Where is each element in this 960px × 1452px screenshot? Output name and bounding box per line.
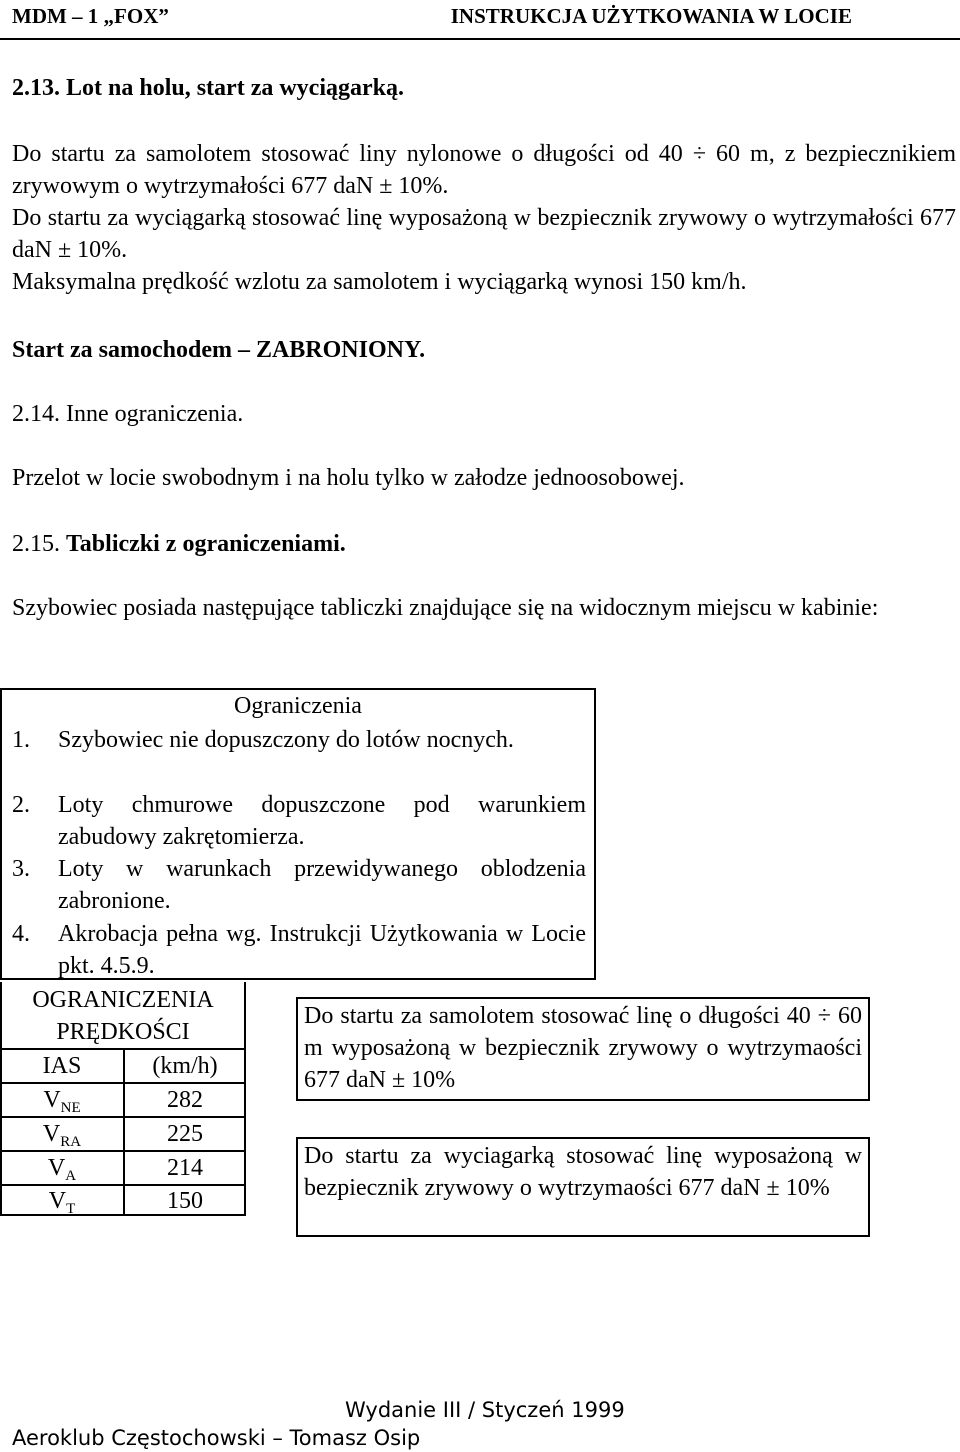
note-winch-rope: Do startu za wyciagarką stosować linę wyposażoną w bezpiecznik zrywowy o wytrzymaości 677 daN ± 10%	[296, 1137, 870, 1237]
limitation-item-number: 1.	[12, 727, 30, 753]
speed-table-symbol	[0, 1117, 124, 1151]
speed-table-symbol	[0, 1151, 124, 1185]
speed-symbol-v: V	[47, 1155, 66, 1181]
speed-limits-title-line-1: OGRANICZENIA	[32, 987, 214, 1013]
note-tow-plane-rope: Do startu za samolotem stosować linę o długości 40 ÷ 60 m wyposażoną w bezpiecznik zrywowy o wytrzymaości 677 daN ± 10%	[296, 997, 870, 1101]
limitations-placard-title: Ograniczenia	[234, 693, 362, 719]
limitation-item	[12, 789, 586, 853]
speed-table-value: 282	[167, 1087, 203, 1113]
section-2-14-paragraph-1: Przelot w locie swobodnym i na holu tylko w załodze jednoosobowej.	[12, 465, 685, 491]
speed-symbol-subscript: A	[65, 1168, 77, 1184]
section-2-13-paragraph-1: Do startu za samolotem stosować liny nylonowe o długości od 40 ÷ 60 m, z bezpiecznikiem zrywowym o wytrzymałości 677 daN ± 10%.	[12, 141, 956, 199]
limitation-item-text: Akrobacja pełna wg. Instrukcji Użytkowania w Locie pkt. 4.5.9.	[58, 921, 586, 979]
section-2-15-heading	[12, 528, 956, 560]
speed-symbol-subscript: RA	[60, 1134, 82, 1150]
speed-limits-title-line-2: PRĘDKOŚCI	[56, 1019, 190, 1045]
speed-symbol-subscript: NE	[60, 1100, 81, 1116]
limitation-item-number: 4.	[12, 921, 30, 947]
table-column-divider	[123, 1048, 125, 1216]
speed-table-symbol	[0, 1083, 124, 1117]
speed-table-header-unit: (km/h)	[152, 1053, 218, 1079]
section-2-13-paragraph-2: Do startu za wyciągarką stosować linę wyposażoną w bezpiecznik zrywowy o wytrzymałości 677 daN ± 10%.	[12, 205, 956, 263]
header-divider	[0, 38, 960, 40]
section-2-13-paragraph-3: Maksymalna prędkość wzlotu za samolotem i wyciągarką wynosi 150 km/h.	[12, 269, 747, 295]
limitation-item	[12, 918, 586, 982]
section-2-13-title: 2.13. Lot na holu, start za wyciągarką.	[12, 75, 404, 101]
limitation-item-text: Loty w warunkach przewidywanego oblodzenia zabronione.	[58, 856, 586, 914]
speed-table-header-ias: IAS	[42, 1053, 82, 1079]
speed-symbol-subscript: T	[66, 1201, 76, 1217]
header-doc-id: MDM – 1 „FOX”	[12, 4, 169, 28]
speed-table-symbol	[0, 1184, 124, 1218]
section-2-15-paragraph-1: Szybowiec posiada następujące tabliczki znajdujące się na widocznym miejscu w kabinie:	[12, 595, 879, 621]
speed-symbol-v: V	[48, 1188, 67, 1214]
section-2-13-car-launch-prohibited: Start za samochodem – ZABRONIONY.	[12, 337, 426, 363]
speed-table-value: 150	[167, 1188, 203, 1214]
limitation-item-text: Loty chmurowe dopuszczone pod warunkiem zabudowy zakrętomierza.	[58, 792, 586, 850]
footer-author: Aeroklub Częstochowski – Tomasz Osip	[12, 1426, 421, 1450]
speed-symbol-v: V	[42, 1121, 61, 1147]
limitation-item-number: 3.	[12, 856, 30, 882]
section-2-15-title: Tabliczki z ograniczeniami.	[66, 531, 346, 557]
section-2-14-title: 2.14. Inne ograniczenia.	[12, 401, 244, 427]
footer-edition: Wydanie III / Styczeń 1999	[345, 1398, 625, 1422]
limitation-item-number: 2.	[12, 792, 30, 818]
speed-symbol-v: V	[43, 1087, 61, 1113]
limitation-item	[12, 853, 586, 917]
limitation-item	[12, 724, 586, 756]
limitation-item-text: Szybowiec nie dopuszczony do lotów nocnych.	[58, 727, 514, 753]
speed-table-value: 214	[167, 1155, 203, 1181]
speed-table-value: 225	[167, 1121, 203, 1147]
header-doc-title: INSTRUKCJA UŻYTKOWANIA W LOCIE	[450, 4, 852, 28]
section-2-15-number: 2.15.	[12, 531, 60, 557]
